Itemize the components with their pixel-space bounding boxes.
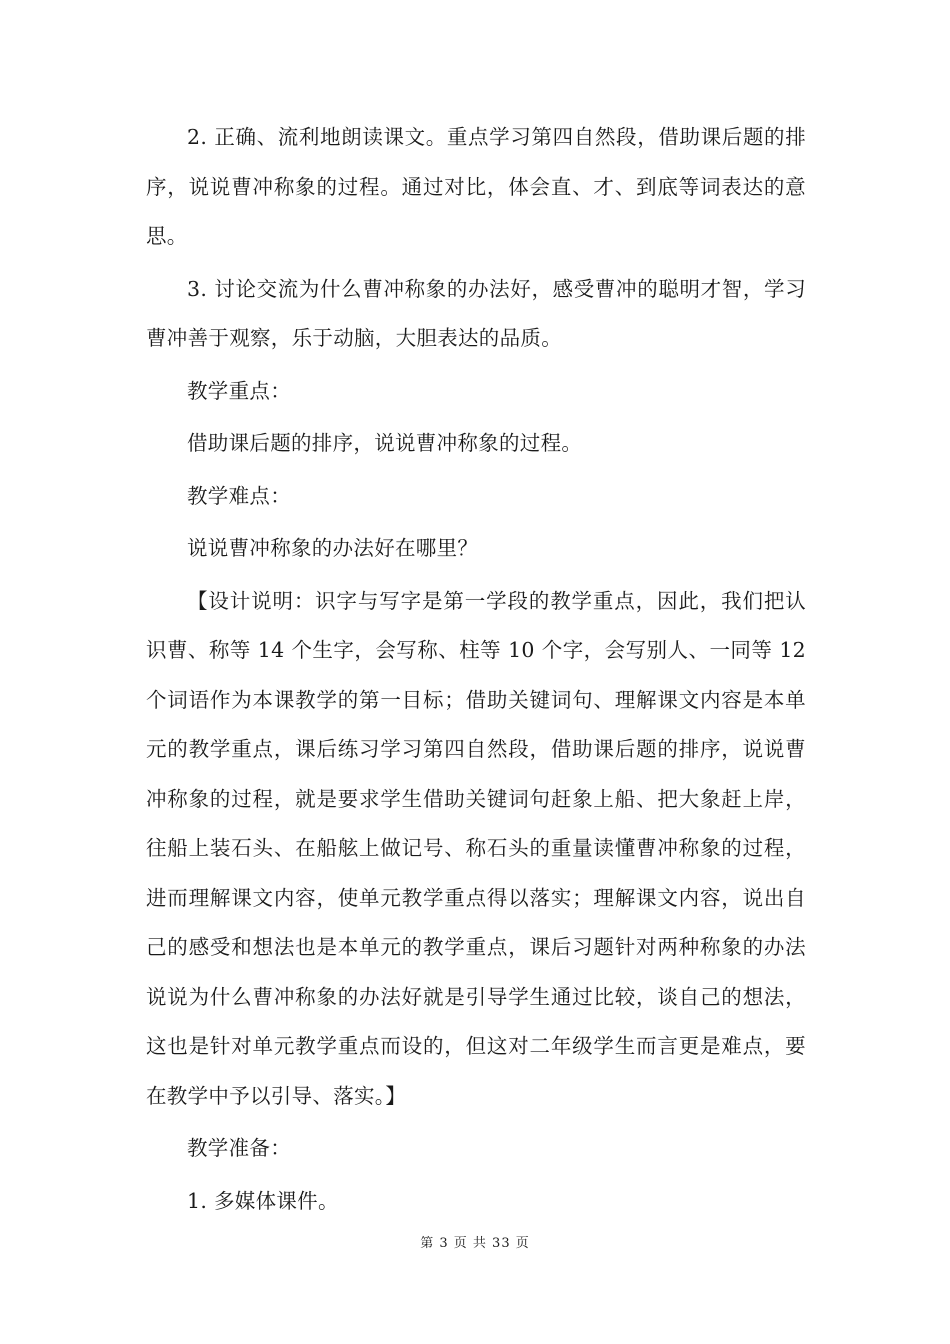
document-body: [146, 113, 806, 1226]
heading-teaching-difficulty: 教学难点：: [187, 483, 291, 508]
paragraph-objective-3: 3. 讨论交流为什么曹冲称象的办法好，感受曹冲的聪明才智，学习曹冲善于观察，乐于动脑，大胆表达的品质。: [146, 276, 806, 350]
paragraph-objective-2: 2. 正确、流利地朗读课文。重点学习第四自然段，借助课后题的排序，说说曹冲称象的过程。通过对比，体会直、才、到底等词表达的意思。: [146, 125, 806, 248]
paragraph-teaching-difficulty: 说说曹冲称象的办法好在哪里？: [187, 536, 479, 560]
paragraph-teaching-focus: 借助课后题的排序，说说曹冲称象的过程。: [187, 431, 583, 455]
heading-teaching-preparation: 教学准备：: [187, 1136, 291, 1160]
paragraph-design-notes: 【设计说明：识字与写字是第一学段的教学重点，因此，我们把认识曹、称等 14 个生字，会写称、柱等 10 个字，会写别人、一同等 12 个词语作为本课教学的第一目标；借助关键词句、理解课文内容是本单元的教学重点，课后练习学习第四自然段，借助课后题的排序，说说曹冲称象的过程，就是要求学生借助关键词句赶象上船、把大象赶上岸，往船上装石头、在船舷上做记号、称石头的重量读懂曹冲称象的过程，进而理解课文内容，使单元教学重点得以落实；理解课文内容，说出自己的感受和想法也是本单元的教学重点，课后习题针对两种称象的办法说说为什么曹冲称象的办法好就是引导学生通过比较，谈自己的想法，这也是针对单元教学重点而设的，但这对二年级学生而言更是难点，要在教学中予以引导、落实。】: [146, 588, 806, 1108]
page-number-footer: 第 3 页 共 33 页: [420, 1236, 530, 1251]
paragraph-preparation-item-1: 1. 多媒体课件。: [187, 1188, 339, 1213]
heading-teaching-focus: 教学重点：: [187, 378, 291, 403]
